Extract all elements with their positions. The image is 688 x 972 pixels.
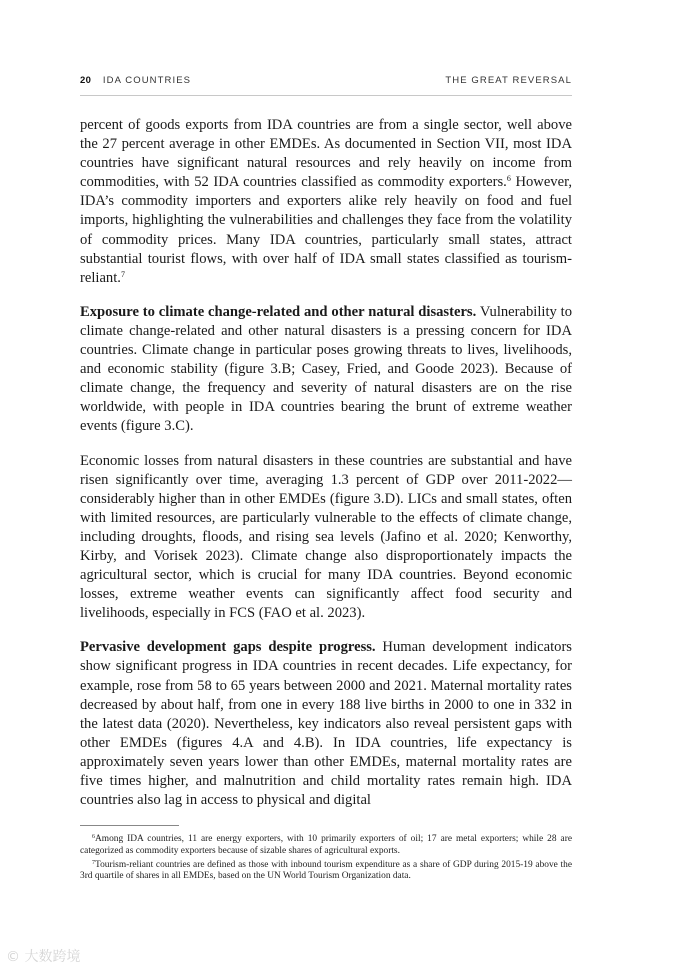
footnote-ref-6[interactable]: 6 (506, 174, 511, 184)
paragraph-text: percent of goods exports from IDA countries are from a single sector, well above the 27 percent average in other EMDEs. As documented in Section VII, most IDA countries have significant natural resources and rely heavily on income from commodities, with 52 IDA countries classified as commodity exporters. (80, 117, 572, 191)
footnote-7 (80, 860, 572, 884)
paragraph-heading: Pervasive development gaps despite progress. (80, 639, 376, 656)
footnote-divider (80, 825, 179, 826)
paragraph-text: Vulnerability to climate change-related and other natural disasters is a pressing concern for IDA countries. Climate change in particular poses growing threats to lives, livelihoods, and economic stability (figure 3.B; Casey, Fried, and Goode 2023). Because of climate change, the frequency and severity of natural disasters are on the rise worldwide, with people in IDA countries bearing the brunt of extreme weather events (figure 3.C). (80, 303, 572, 435)
page-header (80, 75, 572, 86)
paragraph-climate-exposure (80, 303, 572, 437)
body-text (80, 116, 572, 825)
paragraph-text: However, IDA’s commodity importers and exporters alike rely heavily on food and fuel imports, highlighting the vulnerabilities and challenges they face from the volatility of commodity prices. Many IDA countries, particularly small states, attract substantial tourist flows, with over half of IDA small states classified as tourism-reliant. (80, 174, 572, 286)
header-divider (80, 95, 572, 96)
watermark: © 大数跨境 (6, 949, 81, 965)
paragraph-heading: Exposure to climate change-related and other natural disasters. (80, 303, 477, 320)
footnote-6 (80, 834, 572, 858)
footnotes (80, 834, 572, 885)
page-number: 20 (80, 75, 92, 86)
paragraph-commodities (80, 116, 572, 288)
footnote-ref-7[interactable]: 7 (120, 269, 125, 279)
footnote-number: 7 (92, 859, 95, 866)
footnote-number: 6 (92, 834, 95, 840)
paragraph-text: Human development indicators show significant progress in IDA countries in recent decades. Life expectancy, for example, rose from 58 to 65 years between 2000 and 2021. Maternal mortality rates decreased by about half, from one in every 188 live births in 2000 to one in 332 in the latest data (2020). Nevertheless, key indicators also reveal persistent gaps with other EMDEs (figures 4.A and 4.B). In IDA countries, life expectancy is approximately seven years lower than other EMDEs, maternal mortality rates are five times higher, and malnutrition and child mortality rates remain high. IDA countries also lag in access to physical and digital (80, 639, 572, 809)
header-right-title: THE GREAT REVERSAL (445, 75, 572, 86)
footnote-text: Tourism-reliant countries are defined as those with inbound tourism expenditure as a share of GDP during 2015-19 above the 3rd quartile of shares in all EMDEs, based on the UN World Tourism Organization data. (80, 859, 572, 882)
footnote-text: Among IDA countries, 11 are energy exporters, with 10 primarily exporters of oil; 17 are metal exporters; while 28 are categorized as commodity exporters because of sizable shares of agricultural exports. (80, 834, 572, 856)
paragraph-economic-losses (80, 452, 572, 624)
paragraph-development-gaps (80, 638, 572, 810)
header-left-title: IDA COUNTRIES (102, 75, 192, 86)
paragraph-text: Economic losses from natural disasters in these countries are substantial and have risen significantly over time, averaging 1.3 percent of GDP over 2011-2022—considerably higher than in other EMDEs (figure 3.D). LICs and small states, often with limited resources, are particularly vulnerable to the effects of climate change, including droughts, floods, and rising sea levels (Jafino et al. 2020; Kenworthy, Kirby, and Vorisek 2023). Climate change also disproportionately impacts the agricultural sector, which is crucial for many IDA countries. Beyond economic losses, extreme weather events can significantly affect food security and livelihoods, especially in FCS (FAO et al. 2023). (80, 452, 572, 622)
